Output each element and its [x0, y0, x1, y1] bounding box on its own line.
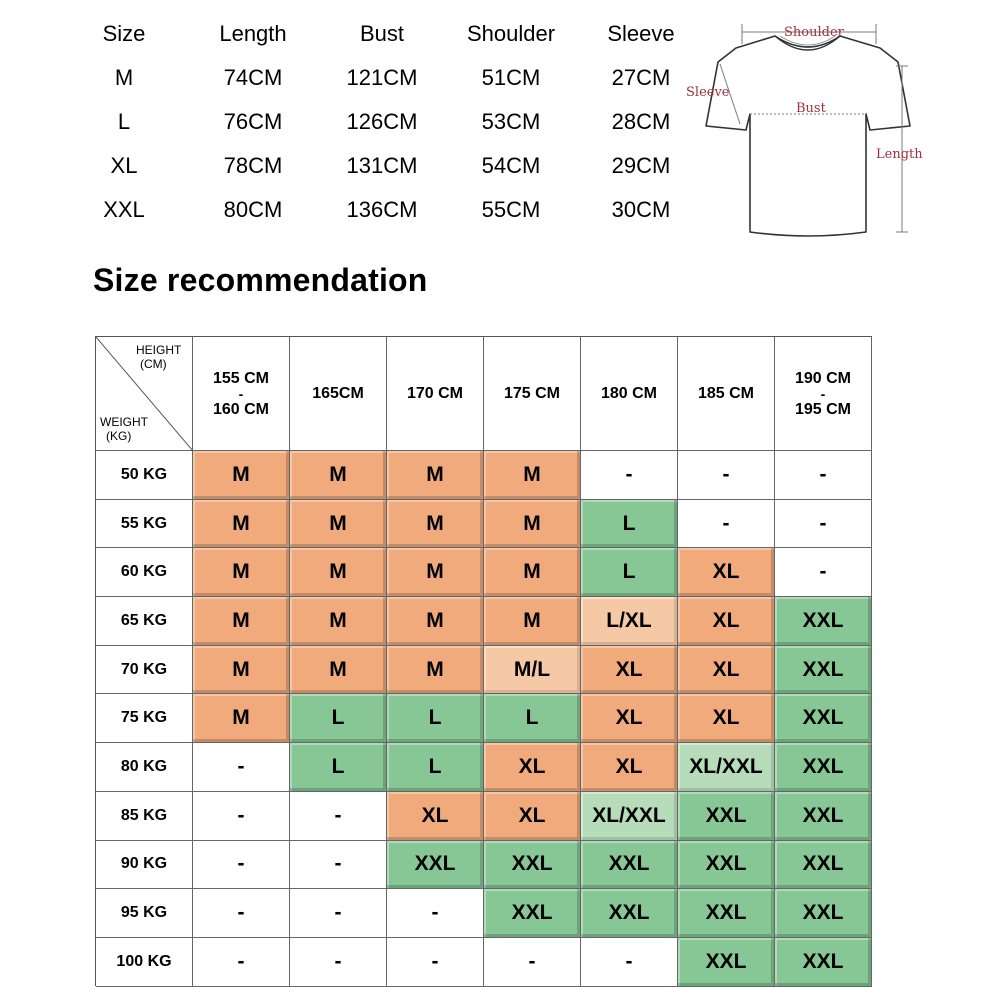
recommended-size-cell: M — [193, 694, 290, 743]
recommended-size-cell: M — [387, 500, 484, 549]
recommended-size-cell: XXL — [678, 889, 775, 938]
height-value: 155 CM — [212, 369, 270, 387]
recommended-size-cell: - — [290, 792, 387, 841]
weight-row-header: 90 KG — [96, 841, 193, 890]
recommended-size-cell: XL — [484, 743, 581, 792]
recommended-size-cell: L — [290, 743, 387, 792]
recommended-size-cell: - — [581, 451, 678, 500]
size-chart-size: L — [117, 109, 131, 134]
recommended-size-cell: - — [193, 743, 290, 792]
shoulder-label: Shoulder — [784, 25, 844, 40]
recommended-size-cell: M — [387, 597, 484, 646]
recommended-size-cell: M — [193, 451, 290, 500]
size-chart-size: XL — [110, 153, 138, 178]
size-chart-value: 55CM — [481, 197, 541, 222]
size-chart-value: 78CM — [223, 153, 283, 178]
height-axis-label: HEIGHT — [136, 343, 182, 357]
recommended-size-cell: L — [387, 694, 484, 743]
recommended-size-cell: XL/XXL — [678, 743, 775, 792]
range-dash: - — [238, 385, 244, 402]
recommended-size-cell: M — [484, 500, 581, 549]
recommended-size-cell: XL — [484, 792, 581, 841]
size-chart-row — [60, 100, 720, 144]
recommended-size-cell: - — [775, 451, 872, 500]
recommended-size-cell: L/XL — [581, 597, 678, 646]
recommended-size-cell: M — [484, 597, 581, 646]
size-chart-value: 27CM — [611, 65, 671, 90]
recommended-size-cell: XL — [678, 694, 775, 743]
recommended-size-cell: XL — [678, 597, 775, 646]
recommended-size-cell: M — [387, 548, 484, 597]
recommended-size-cell: - — [581, 938, 678, 987]
recommended-size-cell: - — [290, 841, 387, 890]
size-chart-header: Shoulder — [466, 21, 556, 46]
height-column-header — [581, 337, 678, 451]
recommended-size-cell: XL — [581, 743, 678, 792]
size-chart-value: 29CM — [611, 153, 671, 178]
recommended-size-cell: XXL — [775, 841, 872, 890]
recommended-size-cell: - — [678, 500, 775, 549]
recommended-size-cell: M — [290, 500, 387, 549]
height-column-header — [387, 337, 484, 451]
recommended-size-cell: - — [775, 500, 872, 549]
size-chart-row — [60, 56, 720, 100]
recommended-size-cell: XL/XXL — [581, 792, 678, 841]
recommended-size-cell: - — [775, 548, 872, 597]
weight-row-header: 70 KG — [96, 646, 193, 695]
recommended-size-cell: M — [290, 597, 387, 646]
recommended-size-cell: XXL — [775, 597, 872, 646]
size-chart-value: 30CM — [611, 197, 671, 222]
recommended-size-cell: XXL — [775, 792, 872, 841]
recommended-size-cell: XXL — [775, 694, 872, 743]
height-value: 185 CM — [697, 385, 755, 402]
weight-axis-label: WEIGHT — [100, 415, 148, 429]
recommended-size-cell: - — [290, 889, 387, 938]
size-recommendation-grid — [95, 336, 872, 986]
recommended-size-cell: XXL — [484, 841, 581, 890]
height-column-header — [484, 337, 581, 451]
recommended-size-cell: L — [581, 548, 678, 597]
recommended-size-cell: M — [193, 548, 290, 597]
weight-row-header: 60 KG — [96, 548, 193, 597]
recommended-size-cell: - — [387, 889, 484, 938]
recommended-size-cell: M — [193, 597, 290, 646]
tshirt-measurement-diagram — [680, 14, 940, 246]
recommended-size-cell: L — [387, 743, 484, 792]
weight-row-header: 80 KG — [96, 743, 193, 792]
size-chart-header: Size — [102, 21, 146, 46]
recommended-size-cell: XL — [387, 792, 484, 841]
recommended-size-cell: M — [484, 451, 581, 500]
grid-corner-cell — [96, 337, 193, 451]
weight-row-header: 55 KG — [96, 500, 193, 549]
recommended-size-cell: M — [484, 548, 581, 597]
size-chart-value: 54CM — [481, 153, 541, 178]
height-value: 160 CM — [212, 400, 270, 418]
size-chart-value: 51CM — [481, 65, 541, 90]
height-value: 165CM — [312, 385, 364, 402]
size-chart-header: Length — [219, 21, 287, 46]
recommended-size-cell: XL — [581, 694, 678, 743]
weight-row-header: 75 KG — [96, 694, 193, 743]
height-unit-label: (CM) — [140, 357, 167, 371]
recommended-size-cell: XXL — [387, 841, 484, 890]
recommended-size-cell: - — [484, 938, 581, 987]
size-chart-value: 53CM — [481, 109, 541, 134]
size-chart-row — [60, 188, 720, 232]
bust-label: Bust — [796, 101, 826, 116]
size-chart-size: M — [114, 65, 134, 90]
size-chart-value: 74CM — [223, 65, 283, 90]
recommended-size-cell: M — [290, 646, 387, 695]
size-chart-table — [60, 12, 720, 232]
recommended-size-cell: XXL — [775, 646, 872, 695]
size-chart-value: 131CM — [346, 153, 418, 178]
height-value: 170 CM — [406, 385, 464, 402]
height-value: 180 CM — [600, 385, 658, 402]
recommended-size-cell: M — [387, 646, 484, 695]
weight-unit-label: (KG) — [106, 429, 132, 443]
height-value: 195 CM — [794, 400, 852, 418]
size-chart-value: 126CM — [346, 109, 418, 134]
recommended-size-cell: L — [290, 694, 387, 743]
recommended-size-cell: XL — [678, 646, 775, 695]
recommended-size-cell: XL — [678, 548, 775, 597]
recommended-size-cell: M — [290, 548, 387, 597]
range-dash: - — [820, 385, 826, 402]
recommended-size-cell: XL — [581, 646, 678, 695]
recommended-size-cell: XXL — [678, 841, 775, 890]
height-value: 190 CM — [794, 369, 852, 387]
size-chart-value: 136CM — [346, 197, 418, 222]
size-chart-value: 76CM — [223, 109, 283, 134]
height-column-header — [290, 337, 387, 451]
size-chart-size: XXL — [103, 197, 145, 222]
recommended-size-cell: - — [193, 792, 290, 841]
height-column-header — [193, 337, 290, 451]
size-chart-header: Sleeve — [607, 21, 675, 46]
recommended-size-cell: L — [484, 694, 581, 743]
sleeve-label: Sleeve — [686, 85, 730, 100]
recommended-size-cell: - — [193, 889, 290, 938]
size-chart-value: 80CM — [223, 197, 283, 222]
weight-row-header: 85 KG — [96, 792, 193, 841]
recommended-size-cell: M — [193, 646, 290, 695]
recommended-size-cell: XXL — [581, 841, 678, 890]
recommended-size-cell: - — [290, 938, 387, 987]
size-chart-header: Bust — [359, 21, 405, 46]
recommended-size-cell: XXL — [775, 938, 872, 987]
weight-row-header: 50 KG — [96, 451, 193, 500]
recommended-size-cell: M/L — [484, 646, 581, 695]
size-recommendation-title: Size recommendation — [93, 262, 428, 298]
recommended-size-cell: XXL — [678, 938, 775, 987]
recommended-size-cell: - — [678, 451, 775, 500]
tshirt-icon — [680, 14, 940, 246]
height-column-header — [678, 337, 775, 451]
recommended-size-cell: - — [193, 938, 290, 987]
height-column-header — [775, 337, 872, 451]
size-chart-value: 28CM — [611, 109, 671, 134]
weight-row-header: 65 KG — [96, 597, 193, 646]
weight-row-header: 95 KG — [96, 889, 193, 938]
recommended-size-cell: - — [387, 938, 484, 987]
height-value: 175 CM — [503, 385, 561, 402]
recommended-size-cell: XXL — [581, 889, 678, 938]
recommended-size-cell: XXL — [484, 889, 581, 938]
recommended-size-cell: XXL — [775, 743, 872, 792]
size-chart-value: 121CM — [346, 65, 418, 90]
size-chart-header-row — [60, 12, 720, 56]
recommended-size-cell: XXL — [678, 792, 775, 841]
recommended-size-cell: - — [193, 841, 290, 890]
recommended-size-cell: XXL — [775, 889, 872, 938]
weight-row-header: 100 KG — [96, 938, 193, 987]
recommended-size-cell: M — [193, 500, 290, 549]
recommended-size-cell: M — [387, 451, 484, 500]
size-chart-row — [60, 144, 720, 188]
recommended-size-cell: L — [581, 500, 678, 549]
recommended-size-cell: M — [290, 451, 387, 500]
length-label: Length — [876, 147, 923, 162]
